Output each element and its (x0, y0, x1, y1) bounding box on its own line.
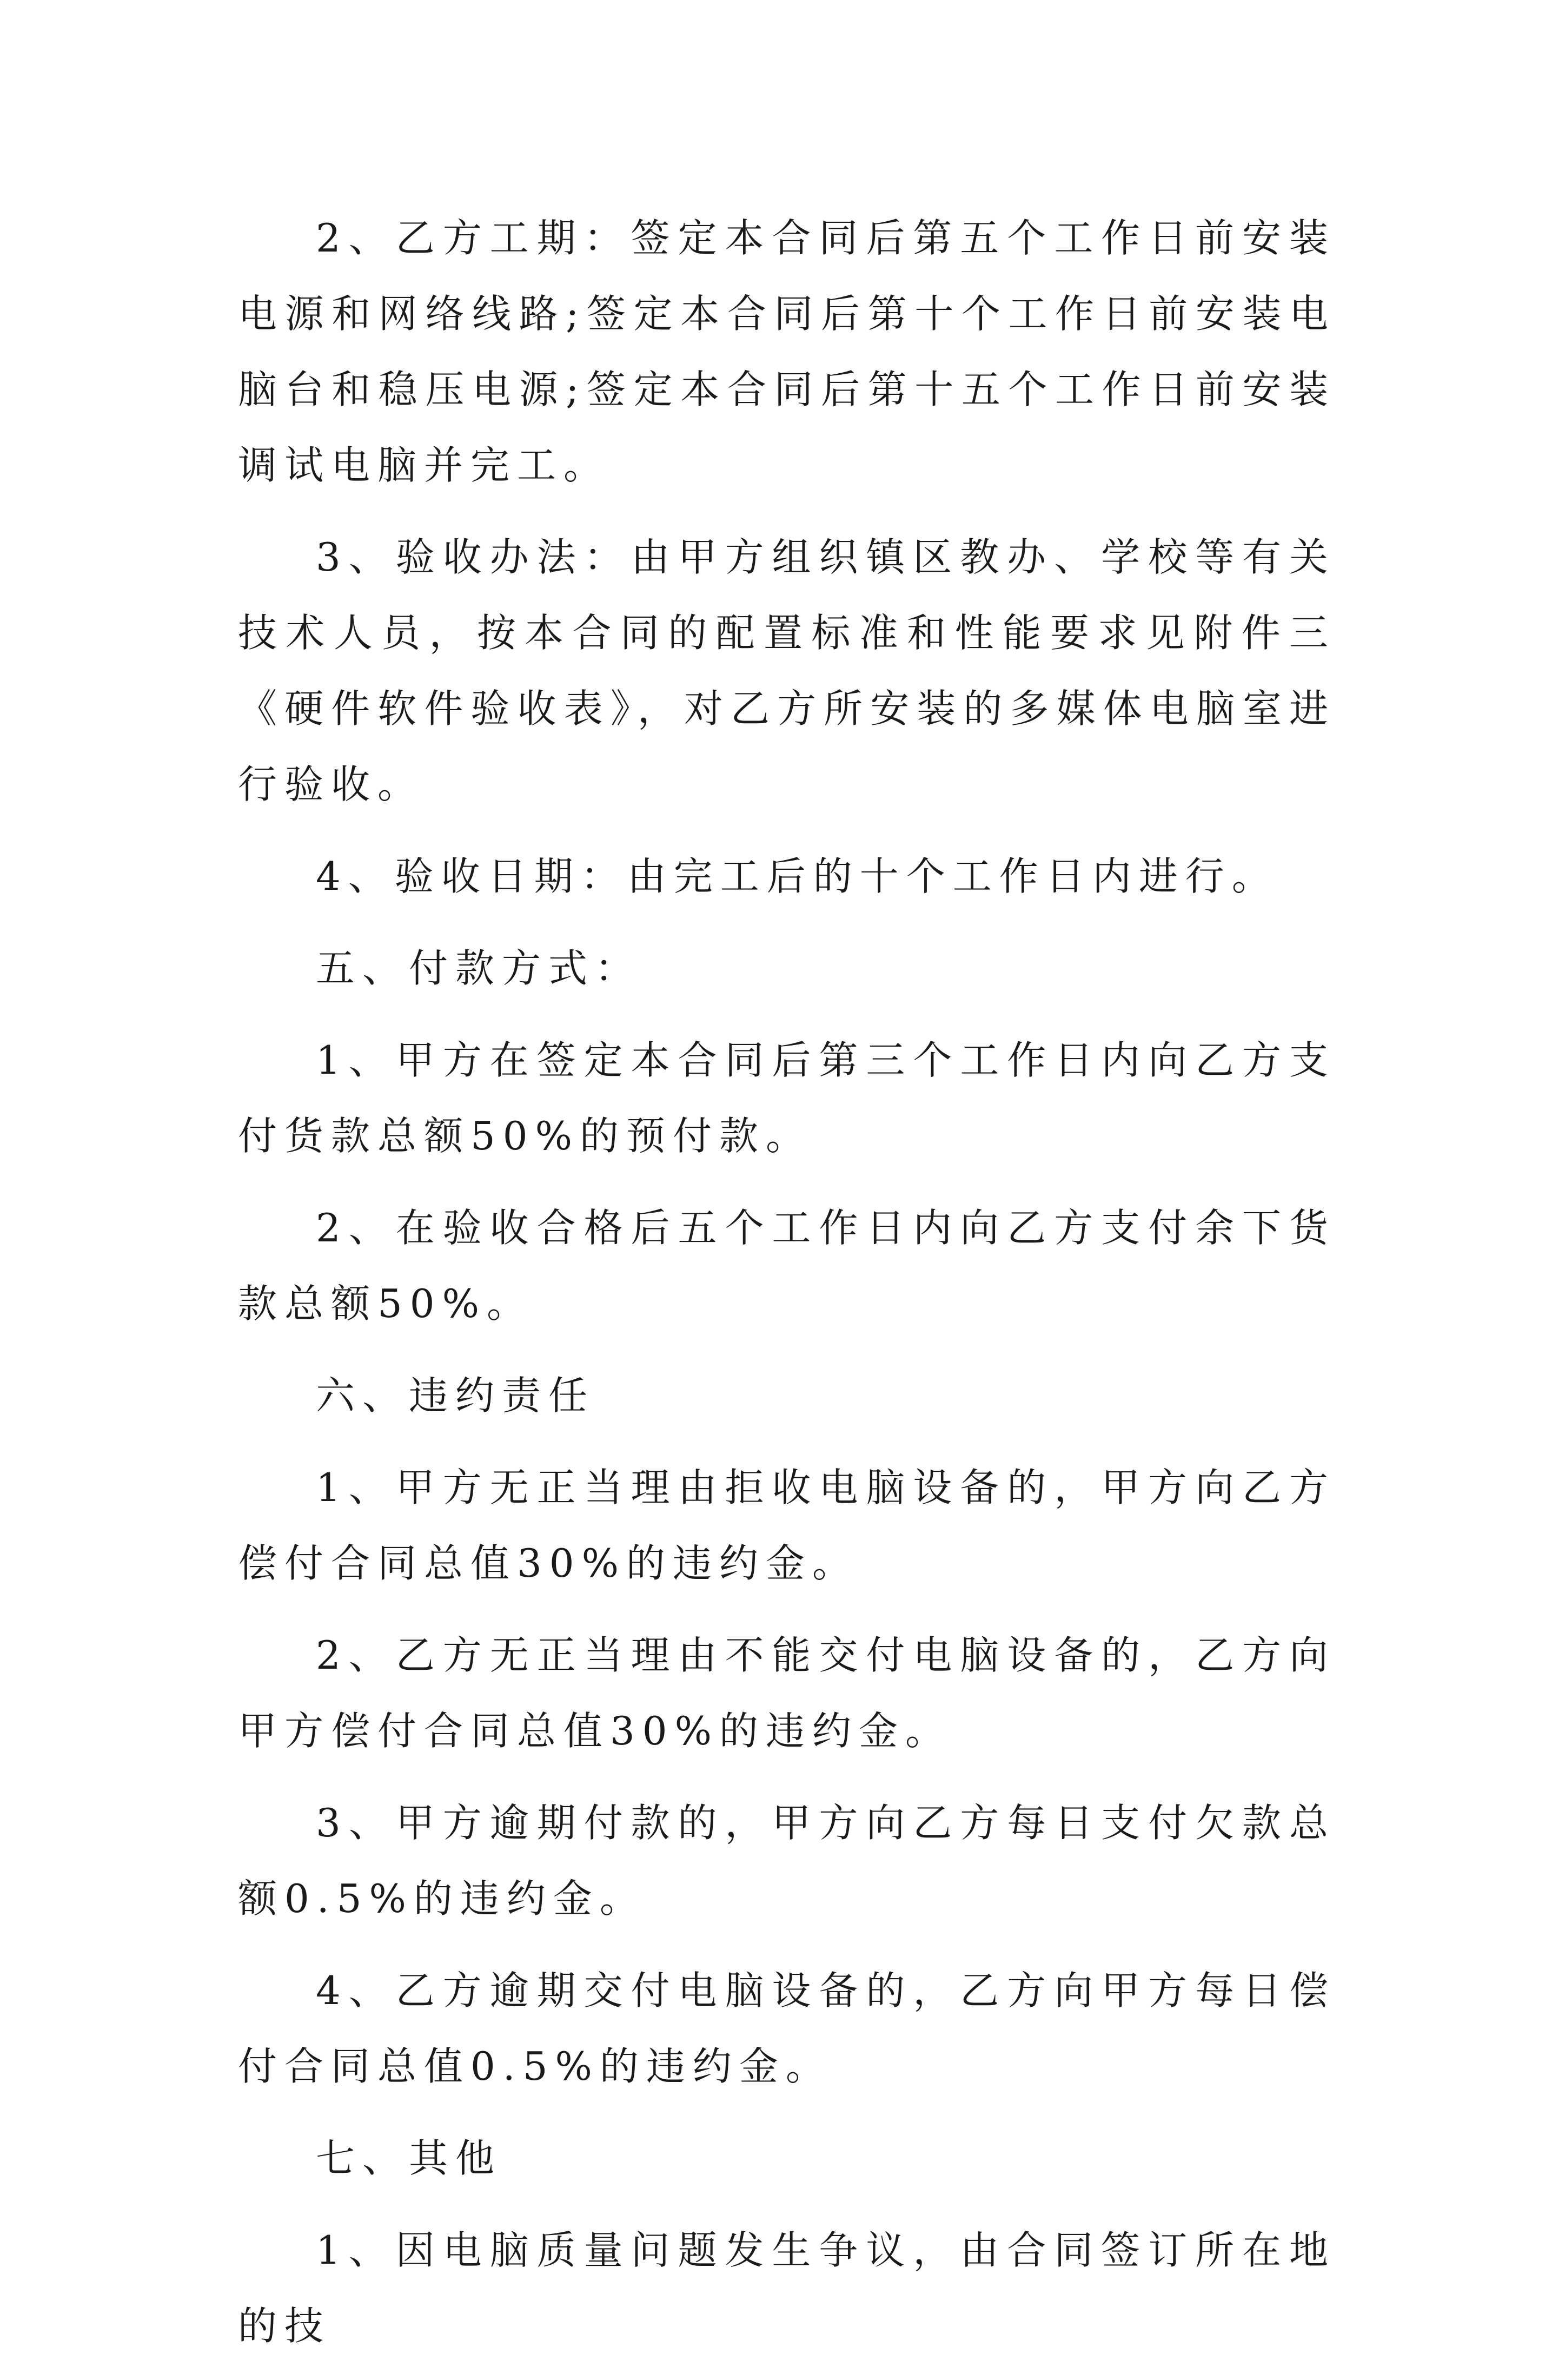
section-heading-liability: 六、违约责任 (316, 1373, 595, 1418)
paragraph-acceptance-method: 3、验收办法：由甲方组织镇区教办、学校等有关技术人员，按本合同的配置标准和性能要求见附件三《硬件软件验收表》，对乙方所安装的多媒体电脑室进行验收。 (238, 534, 1336, 807)
paragraph-acceptance-date: 4、验收日期：由完工后的十个工作日内进行。 (316, 854, 1278, 899)
section-heading-payment-method: 五、付款方式： (316, 946, 642, 991)
document-body (238, 200, 1336, 2380)
paragraph-party-b-late-delivery: 4、乙方逾期交付电脑设备的，乙方向甲方每日偿付合同总值0.5%的违约金。 (238, 1968, 1336, 2089)
paragraph-party-a-refusal: 1、甲方无正当理由拒收电脑设备的，甲方向乙方偿付合同总值30%的违约金。 (238, 1465, 1336, 1586)
paragraph-contractor-schedule: 2、乙方工期：签定本合同后第五个工作日前安装电源和网络线路;签定本合同后第十个工作日前安装电脑台和稳压电源;签定本合同后第十五个工作日前安装调试电脑并完工。 (238, 215, 1336, 488)
paragraph-prepayment: 1、甲方在签定本合同后第三个工作日内向乙方支付货款总额50%的预付款。 (238, 1037, 1336, 1159)
paragraph-party-b-non-delivery: 2、乙方无正当理由不能交付电脑设备的，乙方向甲方偿付合同总值30%的违约金。 (238, 1632, 1336, 1754)
paragraph-party-a-late-payment: 3、甲方逾期付款的，甲方向乙方每日支付欠款总额0.5%的违约金。 (238, 1800, 1336, 1921)
paragraph-quality-dispute: 1、因电脑质量问题发生争议，由合同签订所在地的技 (238, 2227, 1336, 2349)
section-heading-other: 七、其他 (316, 2136, 502, 2181)
paragraph-final-payment: 2、在验收合格后五个工作日内向乙方支付余下货款总额50%。 (238, 1205, 1336, 1326)
